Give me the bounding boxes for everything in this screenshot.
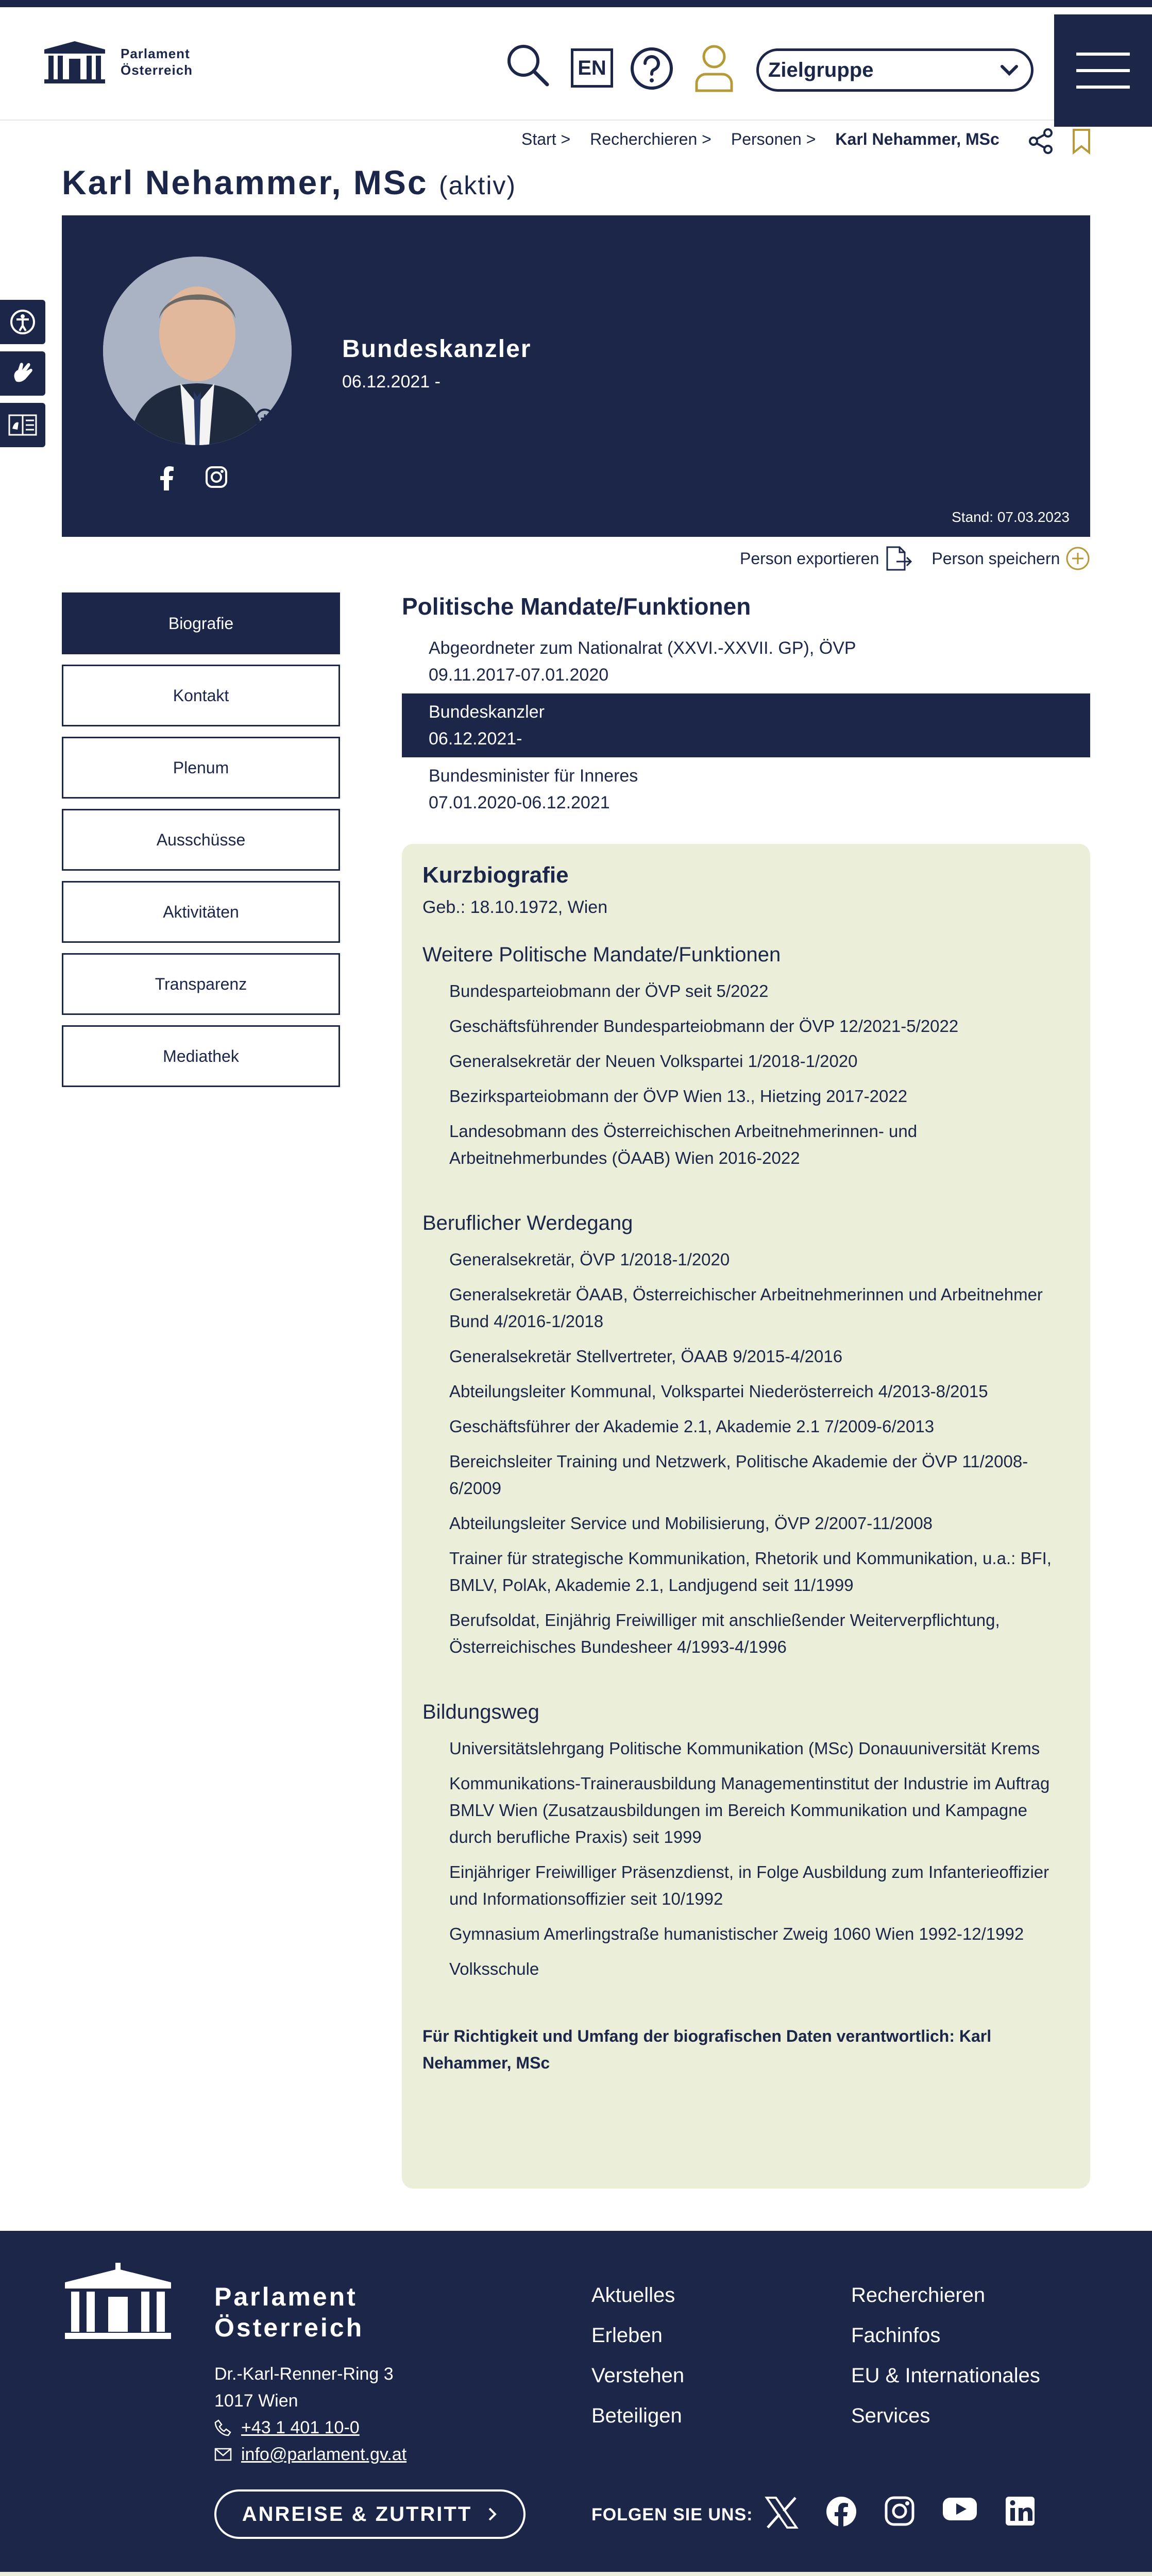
target-group-label: Zielgruppe xyxy=(768,58,874,81)
anreise-label: ANREISE & ZUTRITT xyxy=(242,2502,472,2526)
list-item: Generalsekretär der Neuen Volkspartei 1/2018-1/2020 xyxy=(449,1052,858,1071)
export-person-link[interactable]: Person exportieren xyxy=(740,549,879,568)
add-circle-icon[interactable] xyxy=(1065,546,1091,571)
list-item: Abteilungsleiter Service und Mobilisierung, ÖVP 2/2007-11/2008 xyxy=(449,1514,933,1533)
save-person-link[interactable]: Person speichern xyxy=(931,549,1060,568)
phone-icon xyxy=(214,2419,232,2436)
footer-link-eu-internationales[interactable]: EU & Internationales xyxy=(851,2364,1040,2387)
mandate-item[interactable] xyxy=(402,757,1090,821)
person-name: Karl Nehammer, MSc xyxy=(62,163,428,201)
list-item: Generalsekretär Stellvertreter, ÖAAB 9/2015-4/2016 xyxy=(449,1347,843,1366)
site-footer xyxy=(0,2231,1152,2572)
footer-address xyxy=(214,2361,406,2468)
chevron-right-icon xyxy=(487,2506,498,2522)
mandates-list xyxy=(402,630,1090,821)
list-item: Kommunikations-Trainerausbildung Managementinstitut der Industrie im Auftrag BMLV Wien (Zusatzausbildungen im Bereich Kommunikation und Kampagne durch berufliche Praxis) seit 1999 xyxy=(449,1774,1050,1846)
short-biography xyxy=(402,844,1090,2189)
breadcrumb xyxy=(521,130,999,149)
bio-section-list xyxy=(422,1246,1070,1660)
help-icon xyxy=(630,46,674,91)
bookmark-button[interactable] xyxy=(1072,128,1091,157)
bio-heading: Kurzbiografie xyxy=(422,862,569,888)
easy-read-button[interactable] xyxy=(0,403,45,447)
help-button[interactable] xyxy=(630,46,674,91)
mandate-title: Bundesminister für Inneres xyxy=(429,766,638,786)
footer-name-line-2: Österreich xyxy=(214,2313,364,2342)
address-city: 1017 Wien xyxy=(214,2391,298,2411)
footer-nav-col-2 xyxy=(851,2275,1040,2436)
bio-section-heading: Beruflicher Werdegang xyxy=(422,1212,633,1234)
footer-link-verstehen[interactable]: Verstehen xyxy=(591,2364,685,2387)
nav-item-aktivitaeten[interactable]: Aktivitäten xyxy=(62,881,340,943)
x-twitter-icon[interactable] xyxy=(765,2496,799,2530)
bookmark-icon xyxy=(1072,128,1091,155)
list-item: Berufsoldat, Einjährig Freiwilliger mit anschließender Weiterverpflichtung, Österreichisches Bundesheer 4/1993-4/1996 xyxy=(449,1611,1000,1656)
footer-logo[interactable] xyxy=(62,2262,174,2345)
list-item: Einjähriger Freiwilliger Präsenzdienst, in Folge Ausbildung zum Infanterieoffizier und Informationsoffizier seit 10/1992 xyxy=(449,1862,1049,1908)
chevron-down-icon xyxy=(999,60,1020,81)
list-item: Bereichsleiter Training und Netzwerk, Politische Akademie der ÖVP 11/2008-6/2009 xyxy=(449,1452,1028,1498)
list-item: Trainer für strategische Kommunikation, Rhetorik und Kommunikation, u.a.: BFI, BMLV, PolAk, Akademie 2.1, Landjugend seit 11/1999 xyxy=(449,1549,1052,1595)
instagram-icon xyxy=(205,466,228,488)
zoom-in-icon xyxy=(253,407,280,434)
bio-section-list xyxy=(422,978,1070,1172)
list-item: Bezirksparteiobmann der ÖVP Wien 13., Hietzing 2017-2022 xyxy=(449,1087,908,1106)
breadcrumb-current: Karl Nehammer, MSc xyxy=(835,130,999,148)
list-item: Universitätslehrgang Politische Kommunikation (MSc) Donauuniversität Krems xyxy=(449,1739,1040,1758)
accessibility-toolbar xyxy=(0,300,46,454)
footer-link-fachinfos[interactable]: Fachinfos xyxy=(851,2324,941,2347)
mandates-heading: Politische Mandate/Funktionen xyxy=(402,593,751,620)
list-item: Landesobmann des Österreichischen Arbeitnehmerinnen- und Arbeitnehmerbundes (ÖAAB) Wien 2016-2022 xyxy=(449,1122,918,1167)
linkedin-icon[interactable] xyxy=(1005,2496,1036,2527)
top-accent-bar xyxy=(0,0,1152,7)
instagram-icon[interactable] xyxy=(884,2496,915,2527)
footer-name xyxy=(214,2281,364,2343)
list-item: Volksschule xyxy=(449,1959,539,1978)
mandate-period: 07.01.2020-06.12.2021 xyxy=(429,793,610,812)
birth-info: Geb.: 18.10.1972, Wien xyxy=(422,897,608,917)
breadcrumb-start[interactable]: Start > xyxy=(521,130,571,148)
list-item: Bundesparteiobmann der ÖVP seit 5/2022 xyxy=(449,981,769,1001)
login-button[interactable] xyxy=(693,43,735,93)
nav-item-biografie[interactable]: Biografie xyxy=(62,592,340,654)
zoom-button[interactable] xyxy=(253,407,280,436)
menu-button[interactable] xyxy=(1054,14,1152,127)
phone-link[interactable]: +43 1 401 10-0 xyxy=(241,2418,360,2437)
footer-link-beteiligen[interactable]: Beteiligen xyxy=(591,2404,682,2427)
bio-section-list xyxy=(422,1735,1070,1982)
footer-name-line-1: Parlament xyxy=(214,2282,358,2311)
nav-item-kontakt[interactable]: Kontakt xyxy=(62,665,340,726)
footer-link-aktuelles[interactable]: Aktuelles xyxy=(591,2284,675,2307)
list-item: Gymnasium Amerlingstraße humanistischer Zweig 1060 Wien 1992-12/1992 xyxy=(449,1924,1024,1943)
person-actions xyxy=(740,545,1091,572)
bio-section-heading: Bildungsweg xyxy=(422,1701,539,1723)
list-item: Geschäftsführer der Akademie 2.1, Akademie 2.1 7/2009-6/2013 xyxy=(449,1417,935,1436)
facebook-link[interactable] xyxy=(160,466,174,493)
bio-section-heading: Weitere Politische Mandate/Funktionen xyxy=(422,943,781,966)
person-status: (aktiv) xyxy=(438,171,517,200)
sign-language-icon xyxy=(10,361,36,386)
parliament-logo-icon xyxy=(42,38,107,86)
share-icon xyxy=(1028,128,1053,155)
address-street: Dr.-Karl-Renner-Ring 3 xyxy=(214,2364,394,2384)
hamburger-icon xyxy=(1076,53,1130,89)
list-item: Generalsekretär ÖAAB, Österreichischer Arbeitnehmerinnen und Arbeitnehmer Bund 4/2016-1/2018 xyxy=(449,1285,1043,1331)
site-header xyxy=(0,7,1152,121)
user-icon xyxy=(693,43,735,93)
footer-link-erleben[interactable]: Erleben xyxy=(591,2324,663,2347)
footer-link-services[interactable]: Services xyxy=(851,2404,930,2427)
nav-item-plenum[interactable]: Plenum xyxy=(62,737,340,799)
mandate-item[interactable] xyxy=(402,630,1090,693)
anreise-zutritt-button[interactable] xyxy=(214,2489,526,2539)
mail-icon xyxy=(214,2447,232,2462)
export-icon[interactable] xyxy=(884,545,913,572)
breadcrumb-recherchieren[interactable]: Recherchieren > xyxy=(590,130,711,148)
mandate-period: 06.12.2021- xyxy=(429,729,522,749)
footer-nav-col-1 xyxy=(591,2275,684,2436)
page-title xyxy=(62,163,516,202)
logo-line-1: Parlament xyxy=(121,46,190,61)
accessibility-icon xyxy=(10,309,36,335)
list-item: Generalsekretär, ÖVP 1/2018-1/2020 xyxy=(449,1250,730,1269)
breadcrumb-personen[interactable]: Personen > xyxy=(731,130,816,148)
person-section-nav xyxy=(62,592,340,1097)
email-link[interactable]: info@parlament.gv.at xyxy=(241,2445,407,2464)
data-as-of: Stand: 07.03.2023 xyxy=(952,509,1070,525)
youtube-icon[interactable] xyxy=(942,2496,978,2522)
mandate-title: Bundeskanzler xyxy=(429,702,545,722)
social-links xyxy=(765,2496,1036,2530)
accessibility-button[interactable] xyxy=(0,300,45,344)
nav-item-ausschuesse[interactable]: Ausschüsse xyxy=(62,809,340,871)
target-group-select[interactable] xyxy=(756,48,1034,92)
legal-links-bar xyxy=(0,2572,1152,2576)
sign-language-button[interactable] xyxy=(0,351,45,396)
instagram-link[interactable] xyxy=(205,466,228,491)
mandate-item-active[interactable] xyxy=(402,693,1090,757)
follow-us-label: FOLGEN SIE UNS: xyxy=(591,2505,753,2524)
list-item: Geschäftsführender Bundesparteiobmann der ÖVP 12/2021-5/2022 xyxy=(449,1016,959,1036)
nav-item-transparenz[interactable]: Transparenz xyxy=(62,953,340,1015)
parliament-logo-icon xyxy=(62,2262,174,2342)
easy-read-icon xyxy=(8,412,37,438)
site-logo[interactable] xyxy=(42,38,193,86)
responsibility-note: Für Richtigkeit und Umfang der biografischen Daten verantwortlich: Karl Nehammer, MSc xyxy=(422,2027,992,2072)
nav-item-mediathek[interactable]: Mediathek xyxy=(62,1025,340,1087)
footer-link-recherchieren[interactable]: Recherchieren xyxy=(851,2284,986,2307)
current-role-date: 06.12.2021 - xyxy=(342,372,441,392)
search-icon xyxy=(504,41,550,88)
mandate-period: 09.11.2017-07.01.2020 xyxy=(429,665,609,685)
share-button[interactable] xyxy=(1028,128,1053,157)
list-item: Abteilungsleiter Kommunal, Volkspartei Niederösterreich 4/2013-8/2015 xyxy=(449,1382,988,1401)
mandate-title: Abgeordneter zum Nationalrat (XXVI.-XXVII. GP), ÖVP xyxy=(429,638,856,658)
language-switch-button[interactable]: EN xyxy=(571,48,613,88)
person-hero xyxy=(62,215,1090,537)
facebook-icon xyxy=(160,466,174,490)
facebook-icon[interactable] xyxy=(825,2496,857,2528)
search-button[interactable] xyxy=(504,41,550,88)
logo-line-2: Österreich xyxy=(121,62,193,78)
current-role: Bundeskanzler xyxy=(342,335,532,363)
